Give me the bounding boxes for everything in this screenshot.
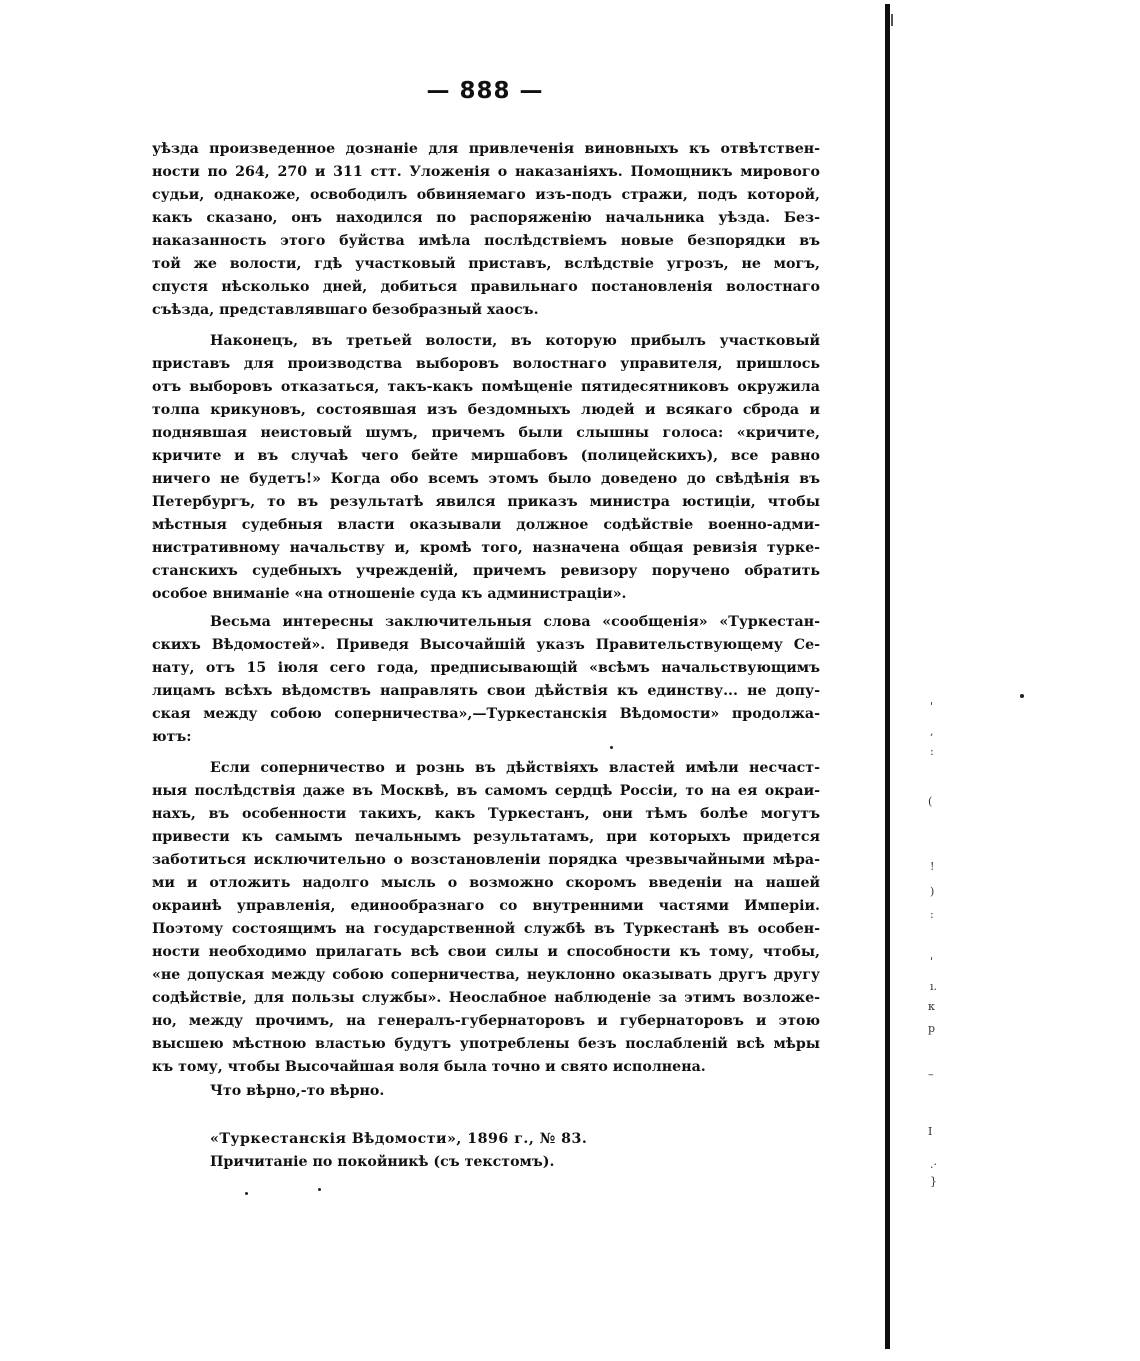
scan-speck	[610, 746, 613, 749]
text-line: отъ выборовъ отказаться, такъ-какъ помѣщеніе пятидесятниковъ окружила	[152, 379, 820, 395]
margin-mark: !	[930, 860, 935, 873]
margin-mark: .·	[930, 1158, 937, 1171]
edge-tick-mark	[891, 14, 893, 26]
binding-edge-rule	[885, 4, 890, 1349]
text-line: Если соперничество и рознь въ дѣйствіяхъ властей имѣли несчаст-	[210, 760, 820, 776]
margin-mark: –	[928, 1068, 934, 1081]
margin-mark: }	[930, 1175, 937, 1188]
paragraph-1	[152, 138, 820, 322]
text-line: той же волости, гдѣ участковый приставъ, вслѣдствіе угрозъ, не могъ,	[152, 256, 820, 272]
text-line: ская между собою соперничества»,—Туркестанскія Вѣдомости» продолжа-	[152, 706, 820, 722]
margin-mark: I	[928, 1125, 933, 1138]
text-line: съѣзда, представлявшаго безобразный хаосъ.	[152, 302, 539, 318]
text-line: ности необходимо прилагать всѣ свои силы и способности къ тому, чтобы,	[152, 944, 820, 960]
text-line: заботиться исключительно о возстановленіи порядка чрезвычайными мѣра-	[152, 852, 820, 868]
text-line: толпа крикуновъ, состоявшая изъ бездомныхъ людей и всякаго сброда и	[152, 402, 820, 418]
text-line: приставъ для производства выборовъ волостнаго управителя, пришлось	[152, 356, 820, 372]
margin-mark: (	[928, 795, 933, 808]
closing-remark-block	[152, 1080, 820, 1103]
text-line: привести къ самымъ печальнымъ результатамъ, при которыхъ придется	[152, 829, 820, 845]
text-line: къ тому, чтобы Высочайшая воля была точно и свято исполнена.	[152, 1059, 706, 1075]
source-block	[152, 1128, 820, 1174]
margin-mark: :	[930, 745, 934, 758]
text-line: ности по 264, 270 и 311 стт. Уложенія о наказаніяхъ. Помощникъ мирового	[152, 164, 820, 180]
text-line: нату, отъ 15 іюля сего года, предписывающій «всѣмъ начальствующимъ	[152, 660, 820, 676]
text-line: ми и отложить надолго мысль о возможно скоромъ введеніи на нашей	[152, 875, 820, 891]
margin-mark: к	[928, 1000, 935, 1013]
text-line: ничего не будетъ!» Когда обо всемъ этомъ было доведено до свѣдѣнія въ	[152, 471, 820, 487]
text-line: наказанность этого буйства имѣла послѣдствіемъ новые безпорядки въ	[152, 233, 820, 249]
paragraph-2	[152, 330, 820, 606]
text-line: Весьма интересны заключительныя слова «сообщенія» «Туркестан-	[210, 614, 820, 630]
text-line: скихъ Вѣдомостей». Приведя Высочайшій указъ Правительствующему Се-	[152, 637, 820, 653]
margin-mark: :	[930, 908, 934, 921]
page-number: — 888 —	[426, 78, 544, 104]
text-line: содѣйствіе, для пользы службы». Неослабное наблюденіе за этимъ возложе-	[152, 990, 820, 1006]
text-line: судьи, однакоже, освободилъ обвиняемаго изъ-подъ стражи, подъ которой,	[152, 187, 820, 203]
text-line: кричите и въ случаѣ чего бейте миршабовъ (полицейскихъ), все равно	[152, 448, 820, 464]
text-line: станскихъ судебныхъ учрежденій, причемъ ревизору поручено обратить	[152, 563, 820, 579]
next-section-heading: Причитаніе по покойникѣ (съ текстомъ).	[210, 1154, 555, 1170]
text-line: «не допуская между собою соперничества, неуклонно оказывать другъ другу	[152, 967, 820, 983]
text-line: поднявшая неистовый шумъ, причемъ были слышны голоса: «кричите,	[152, 425, 820, 441]
text-line: окраинѣ управленія, единообразнаго со внутренними частями Имперіи.	[152, 898, 820, 914]
margin-mark: '	[930, 700, 934, 713]
quoted-passage	[152, 757, 820, 1079]
margin-mark: )	[930, 885, 935, 898]
text-line: нистративному начальству и, кромѣ того, назначена общая ревизія турке-	[152, 540, 820, 556]
scan-speck	[318, 1188, 321, 1191]
text-line: уѣзда произведенное дознаніе для привлеченія виновныхъ къ отвѣтствен-	[152, 141, 820, 157]
text-line: какъ сказано, онъ находился по распоряженію начальника уѣзда. Без-	[152, 210, 820, 226]
source-citation: «Туркестанскія Вѣдомости», 1896 г., № 83.	[210, 1131, 588, 1147]
text-line: высшею мѣстною властью будутъ употреблены безъ послабленій всѣ мѣры	[152, 1036, 820, 1052]
text-line: Наконецъ, въ третьей волости, въ которую прибылъ участковый	[210, 333, 820, 349]
text-line: Поэтому состоящимъ на государственной службѣ въ Туркестанѣ въ особен-	[152, 921, 820, 937]
text-line: лицамъ всѣхъ вѣдомствъ направлять свои дѣйствія къ единству... не допу-	[152, 683, 820, 699]
margin-mark: р	[928, 1022, 936, 1035]
paragraph-3	[152, 611, 820, 749]
text-line: ютъ:	[152, 729, 192, 745]
text-line: Петербургъ, то въ результатѣ явился приказъ министра юстиціи, чтобы	[152, 494, 820, 510]
text-line: особое вниманіе «на отношеніе суда къ администраціи».	[152, 586, 627, 602]
text-line: нахъ, въ особенности такихъ, какъ Туркестанъ, они тѣмъ болѣе могутъ	[152, 806, 820, 822]
scan-speck	[1020, 694, 1024, 698]
scan-speck	[245, 1192, 248, 1195]
text-line: мѣстныя судебныя власти оказывали должное содѣйствіе военно-адми-	[152, 517, 820, 533]
margin-mark: ı.	[930, 980, 938, 993]
text-line: ныя послѣдствія даже въ Москвѣ, въ самомъ сердцѣ Россіи, то на ея окраи-	[152, 783, 820, 799]
margin-mark: '	[930, 955, 934, 968]
text-line: но, между прочимъ, на генералъ-губернаторовъ и губернаторовъ и этою	[152, 1013, 820, 1029]
closing-remark: Что вѣрно,-то вѣрно.	[210, 1083, 385, 1099]
margin-mark: ,	[930, 725, 934, 738]
text-line: спустя нѣсколько дней, добиться правильнаго постановленія волостнаго	[152, 279, 820, 295]
